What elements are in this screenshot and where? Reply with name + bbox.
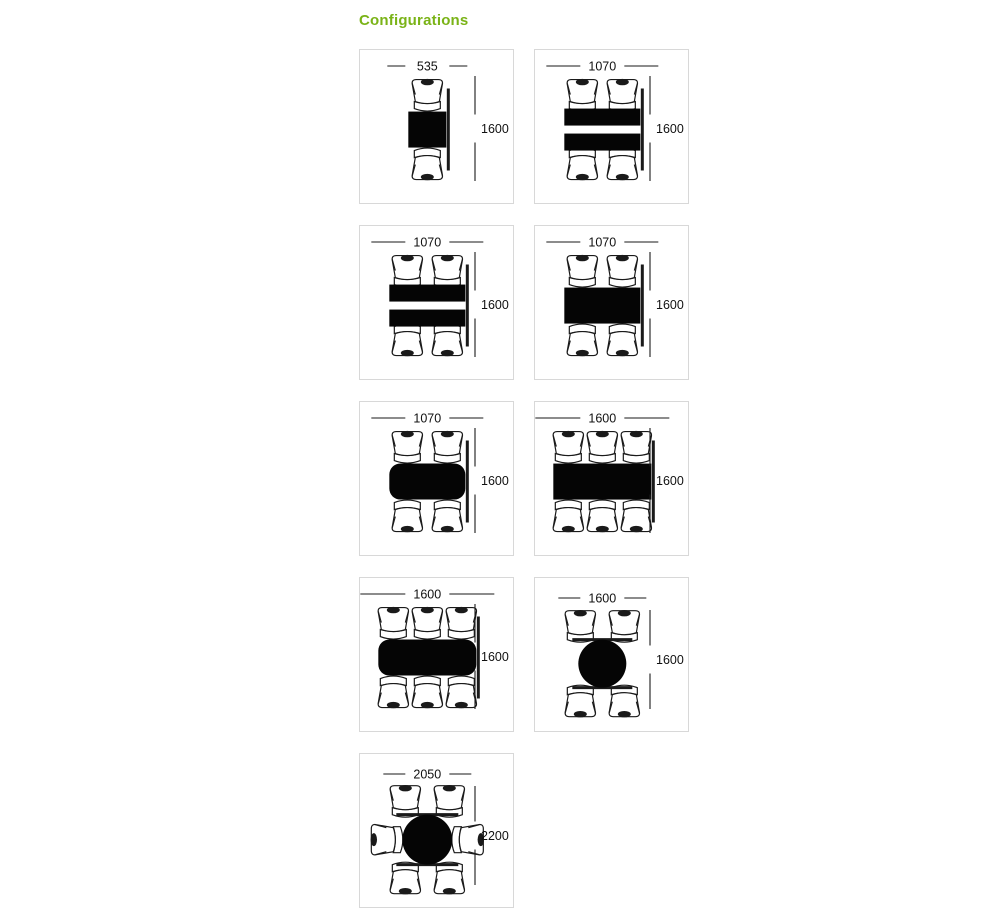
chair-icon [432, 324, 462, 356]
dimension-width-label: 1070 [588, 59, 617, 74]
chair-icon [434, 862, 464, 894]
configuration-drawing [535, 402, 688, 555]
chair-icon [587, 500, 617, 532]
configuration-drawing [360, 754, 513, 907]
chair-icon [609, 685, 639, 717]
chair-icon [390, 785, 420, 817]
dimension-width-label: 1600 [413, 587, 442, 602]
configuration-card-1[interactable] [359, 49, 514, 204]
dimension-depth-label: 2200 [481, 829, 509, 843]
chair-icon [553, 431, 583, 463]
chair-icon [565, 610, 595, 642]
chair-icon [565, 685, 595, 717]
chair-icon [432, 500, 462, 532]
dimension-depth-label: 1600 [656, 122, 684, 136]
configuration-drawing [360, 226, 513, 379]
configuration-card-9[interactable] [359, 753, 514, 908]
configuration-drawing [535, 226, 688, 379]
chair-icon [371, 825, 403, 855]
chair-icon [567, 255, 597, 287]
page-title: Configurations [359, 12, 469, 29]
dimension-depth-label: 1600 [656, 298, 684, 312]
configuration-card-5[interactable] [359, 401, 514, 556]
chair-icon [392, 255, 422, 287]
configuration-card-3[interactable] [359, 225, 514, 380]
configuration-card-6[interactable] [534, 401, 689, 556]
configuration-card-8[interactable] [534, 577, 689, 732]
chair-icon [378, 607, 408, 639]
chair-icon [412, 148, 442, 180]
chair-icon [567, 324, 597, 356]
chair-icon [446, 607, 476, 639]
chair-icon [621, 500, 651, 532]
chair-icon [621, 431, 651, 463]
chair-icon [392, 500, 422, 532]
configuration-drawing [360, 578, 513, 731]
configuration-card-4[interactable] [534, 225, 689, 380]
chair-icon [392, 431, 422, 463]
dimension-depth-label: 1600 [481, 122, 509, 136]
chair-icon [434, 785, 464, 817]
chair-icon [609, 610, 639, 642]
chair-icon [412, 676, 442, 708]
chair-icon [452, 825, 484, 855]
dimension-width-label: 1070 [413, 411, 442, 426]
chair-icon [567, 79, 597, 111]
chair-icon [392, 324, 422, 356]
chair-icon [607, 324, 637, 356]
dimension-depth-label: 1600 [481, 298, 509, 312]
configuration-drawing [360, 402, 513, 555]
chair-icon [412, 607, 442, 639]
dimension-width-label: 1600 [588, 411, 617, 426]
configuration-drawing [535, 50, 688, 203]
chair-icon [567, 148, 597, 180]
dimension-width-label: 1070 [588, 235, 617, 250]
chair-icon [607, 79, 637, 111]
chair-icon [412, 79, 442, 111]
chair-icon [607, 148, 637, 180]
chair-icon [378, 676, 408, 708]
configuration-card-2[interactable] [534, 49, 689, 204]
dimension-width-label: 1070 [413, 235, 442, 250]
chair-icon [607, 255, 637, 287]
configuration-drawing [535, 578, 688, 731]
dimension-depth-label: 1600 [481, 650, 509, 664]
dimension-depth-label: 1600 [656, 653, 684, 667]
dimension-depth-label: 1600 [481, 474, 509, 488]
dimension-depth-label: 1600 [656, 474, 684, 488]
dimension-width-label: 2050 [413, 767, 442, 782]
configuration-card-7[interactable] [359, 577, 514, 732]
dimension-width-label: 535 [416, 59, 438, 74]
chair-icon [446, 676, 476, 708]
dimension-width-label: 1600 [588, 591, 617, 606]
chair-icon [587, 431, 617, 463]
configuration-drawing [360, 50, 513, 203]
chair-icon [432, 255, 462, 287]
chair-icon [553, 500, 583, 532]
chair-icon [390, 862, 420, 894]
chair-icon [432, 431, 462, 463]
